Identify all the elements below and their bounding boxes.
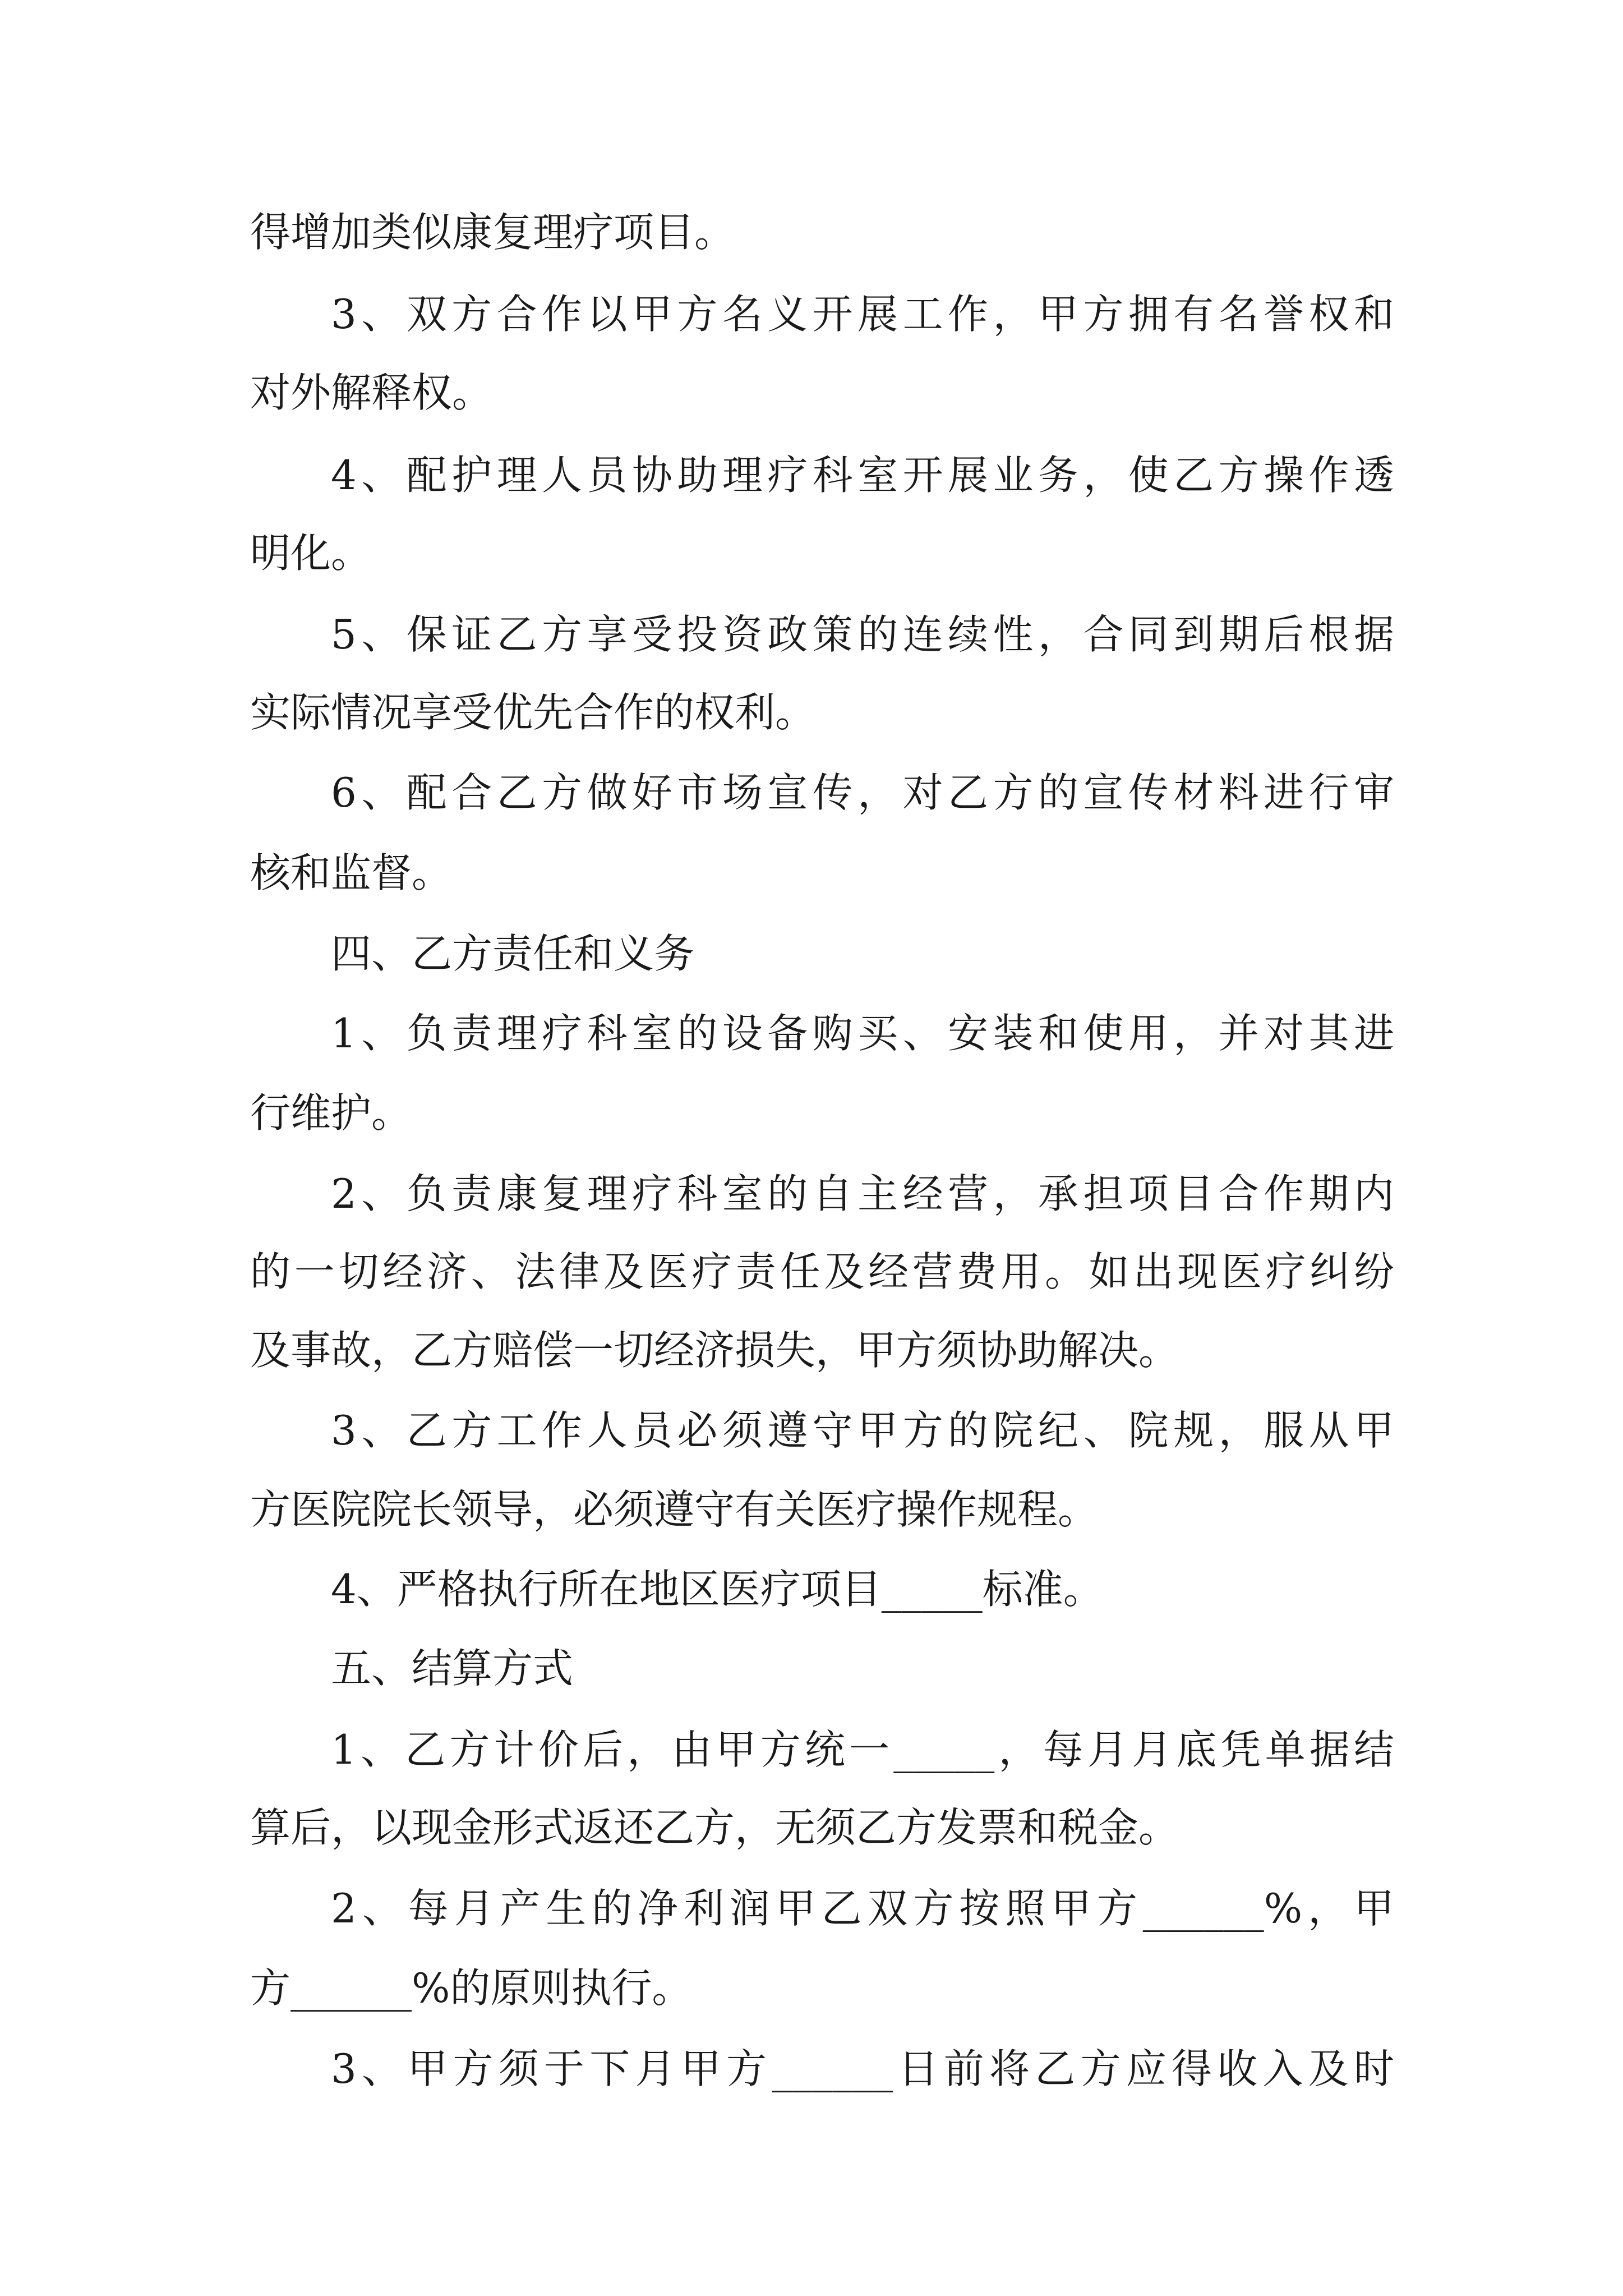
text-line-15: 及事故，乙方赔偿一切经济损失，甲方须协助解决。 bbox=[250, 1327, 1179, 1374]
text-line-8: 6、配合乙方做好市场宣传，对乙方的宣传材料进行审 bbox=[331, 769, 1394, 816]
text-line-13: 2、负责康复理疗科室的自主经营，承担项目合作期内 bbox=[331, 1170, 1394, 1217]
text-line-11: 1、负责理疗科室的设备购买、安装和使用，并对其进 bbox=[331, 1010, 1394, 1057]
text-line-24: 3、甲方须于下月甲方______日前将乙方应得收入及时 bbox=[331, 2045, 1394, 2092]
text-line-9: 核和监督。 bbox=[250, 849, 453, 896]
text-line-17: 方医院院长领导，必须遵守有关医疗操作规程。 bbox=[250, 1486, 1099, 1533]
text-line-7: 实际情况享受优先合作的权利。 bbox=[250, 689, 816, 736]
text-line-18: 4、严格执行所在地区医疗项目_____标准。 bbox=[331, 1566, 1104, 1613]
text-line-12: 行维护。 bbox=[250, 1089, 412, 1137]
text-line-6: 5、保证乙方享受投资政策的连续性，合同到期后根据 bbox=[331, 611, 1394, 658]
text-line-21: 算后，以现金形式返还乙方，无须乙方发票和税金。 bbox=[250, 1804, 1179, 1851]
text-line-2: 3、双方合作以甲方名义开展工作，甲方拥有名誉权和 bbox=[331, 291, 1394, 338]
text-line-1: 得增加类似康复理疗项目。 bbox=[250, 209, 735, 256]
text-line-3: 对外解释权。 bbox=[250, 369, 493, 416]
section-heading-5: 五、结算方式 bbox=[331, 1645, 574, 1692]
text-line-20: 1、乙方计价后，由甲方统一_____，每月月底凭单据结 bbox=[331, 1726, 1394, 1773]
text-line-4: 4、配护理人员协助理疗科室开展业务，使乙方操作透 bbox=[331, 452, 1394, 499]
text-line-14: 的一切经济、法律及医疗责任及经营费用。如出现医疗纠纷 bbox=[250, 1248, 1394, 1295]
text-line-23: 方______%的原则执行。 bbox=[250, 1964, 693, 2012]
text-line-16: 3、乙方工作人员必须遵守甲方的院纪、院规，服从甲 bbox=[331, 1407, 1394, 1454]
text-line-5: 明化。 bbox=[250, 530, 372, 577]
text-line-22: 2、每月产生的净利润甲乙双方按照甲方______%，甲 bbox=[331, 1885, 1394, 1932]
section-heading-4: 四、乙方责任和义务 bbox=[331, 930, 695, 977]
